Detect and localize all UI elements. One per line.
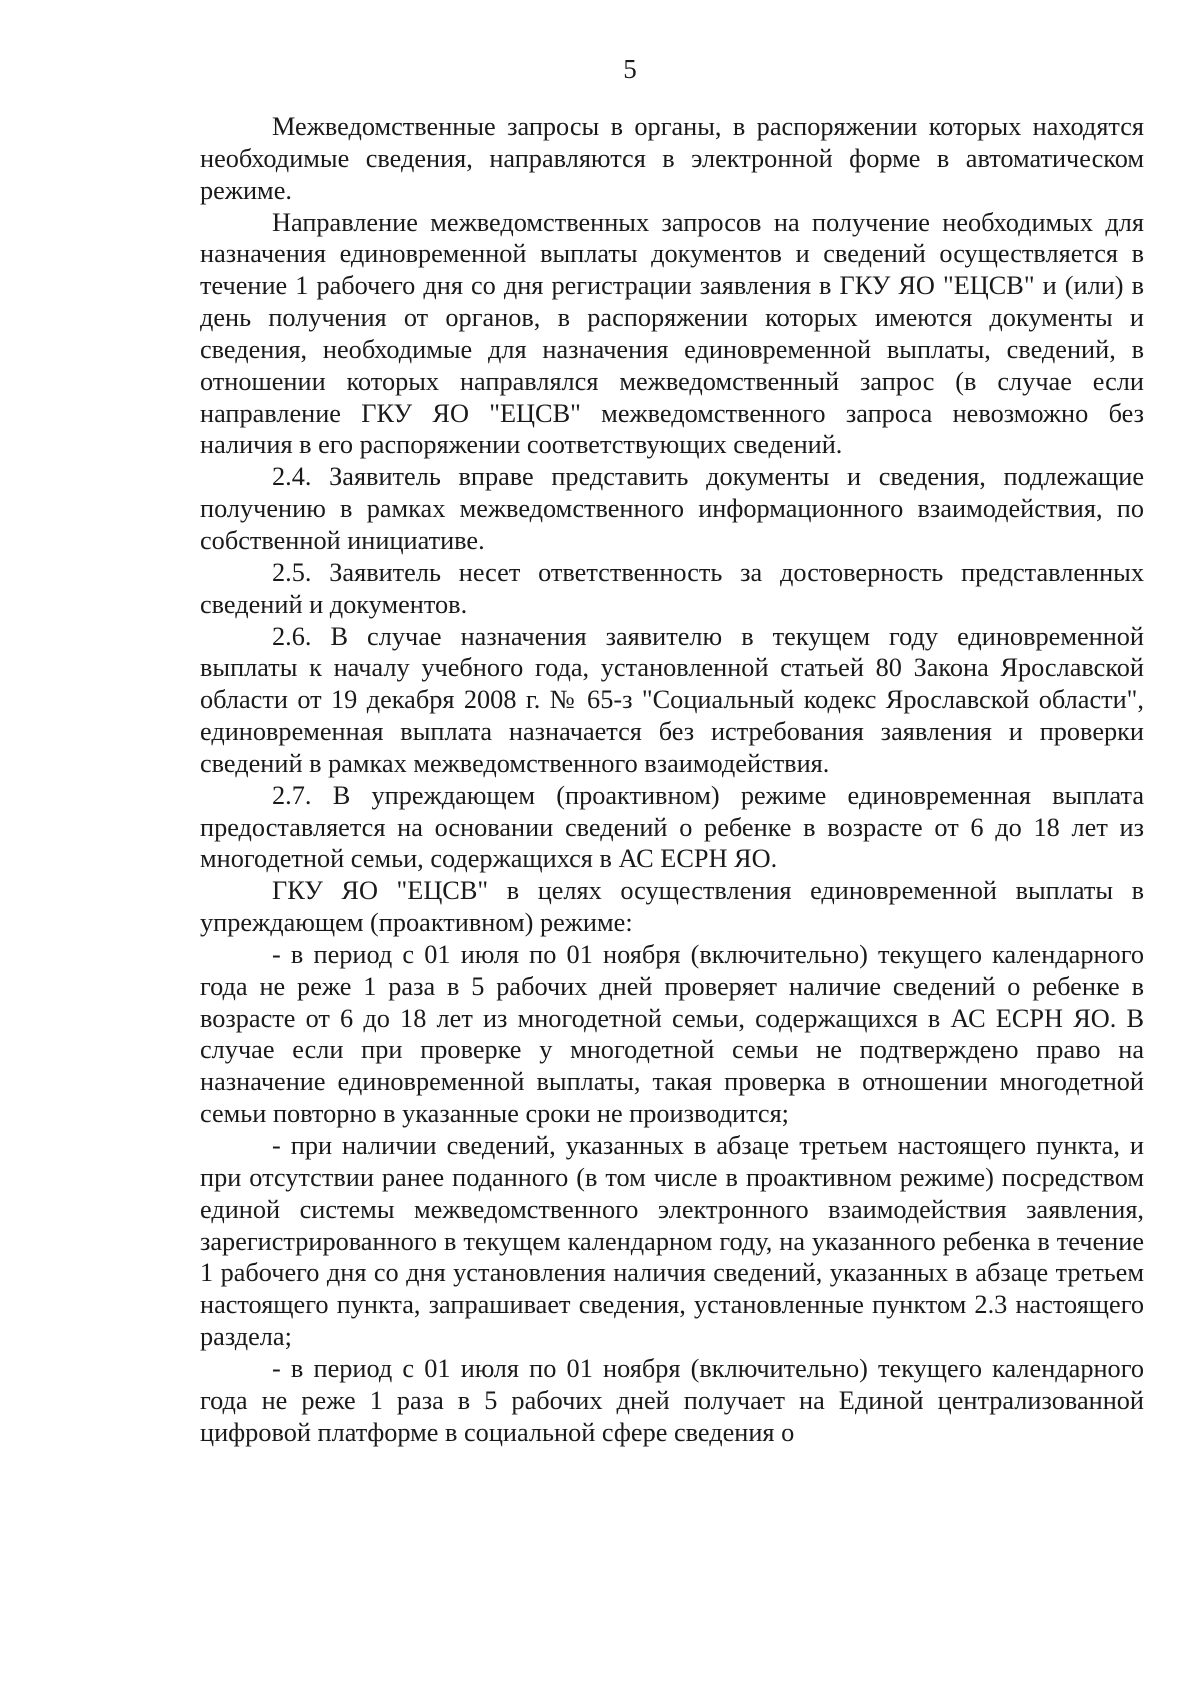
list-item-platform-info: - в период с 01 июля по 01 ноября (включительно) текущего календарного года не реже 1 раза в 5 рабочих дней получает на Единой централизованной цифровой платформе в социальной сфере сведения о <box>200 1353 1144 1447</box>
paragraph-request-timing: Направление межведомственных запросов на получение необходимых для назначения единовременной выплаты документов и сведений осуществляется в течение 1 рабочего дня со дня регистрации заявления в ГКУ ЯО "ЕЦСВ" и (или) в день получения от органов, в распоряжении которых имеются документы и сведения, необходимые для назначения единовременной выплаты, сведений, в отношении которых направлялся межведомственный запрос (в случае если направление ГКУ ЯО "ЕЦСВ" межведомственного запроса невозможно без наличия в его распоряжении соответствующих сведений. <box>200 207 1144 460</box>
paragraph-2-4: 2.4. Заявитель вправе представить документы и сведения, подлежащие получению в рамках межведомственного информационного взаимодействия, по собственной инициативе. <box>200 462 1144 555</box>
paragraph-2-6: 2.6. В случае назначения заявителю в текущем году единовременной выплаты к началу учебного года, установленной статьей 80 Закона Ярославской области от 19 декабря 2008 г. № 65-з "Социальный кодекс Ярославской области", единовременная выплата назначается без истребования заявления и проверки сведений в рамках межведомственного взаимодействия. <box>200 621 1144 778</box>
list-item-check-period: - в период с 01 июля по 01 ноября (включительно) текущего календарного года не реже 1 раза в 5 рабочих дней проверяет наличие сведений о ребенке в возрасте от 6 до 18 лет из многодетной семьи, содержащихся в АС ЕСРН ЯО. В случае если при проверке у многодетной семьи не подтверждено право на назначение единовременной выплаты, такая проверка в отношении многодетной семьи повторно в указанные сроки не производится; <box>200 939 1144 1129</box>
paragraph-proactive-intro: ГКУ ЯО "ЕЦСВ" в целях осуществления единовременной выплаты в упреждающем (проактивном) режиме: <box>200 876 1144 938</box>
paragraph-interagency-requests: Межведомственные запросы в органы, в распоряжении которых находятся необходимые сведения, направляются в электронной форме в автоматическом режиме. <box>200 112 1144 205</box>
paragraph-2-7: 2.7. В упреждающем (проактивном) режиме единовременная выплата предоставляется на основании сведений о ребенке в возрасте от 6 до 18 лет из многодетной семьи, содержащихся в АС ЕСРН ЯО. <box>200 780 1144 874</box>
page-number: 5 <box>623 54 637 84</box>
paragraph-2-5: 2.5. Заявитель несет ответственность за достоверность представленных сведений и документов. <box>200 557 1144 619</box>
list-item-request-info: - при наличии сведений, указанных в абзаце третьем настоящего пункта, и при отсутствии ранее поданного (в том числе в проактивном режиме) посредством единой системы межведомственного электронного взаимодействия заявления, зарегистрированного в текущем календарном году, на указанного ребенка в течение 1 рабочего дня со дня установления наличия сведений, указанных в абзаце третьем настоящего пункта, запрашивает сведения, установленные пунктом 2.3 настоящего раздела; <box>200 1131 1144 1352</box>
document-body <box>200 111 1144 1448</box>
